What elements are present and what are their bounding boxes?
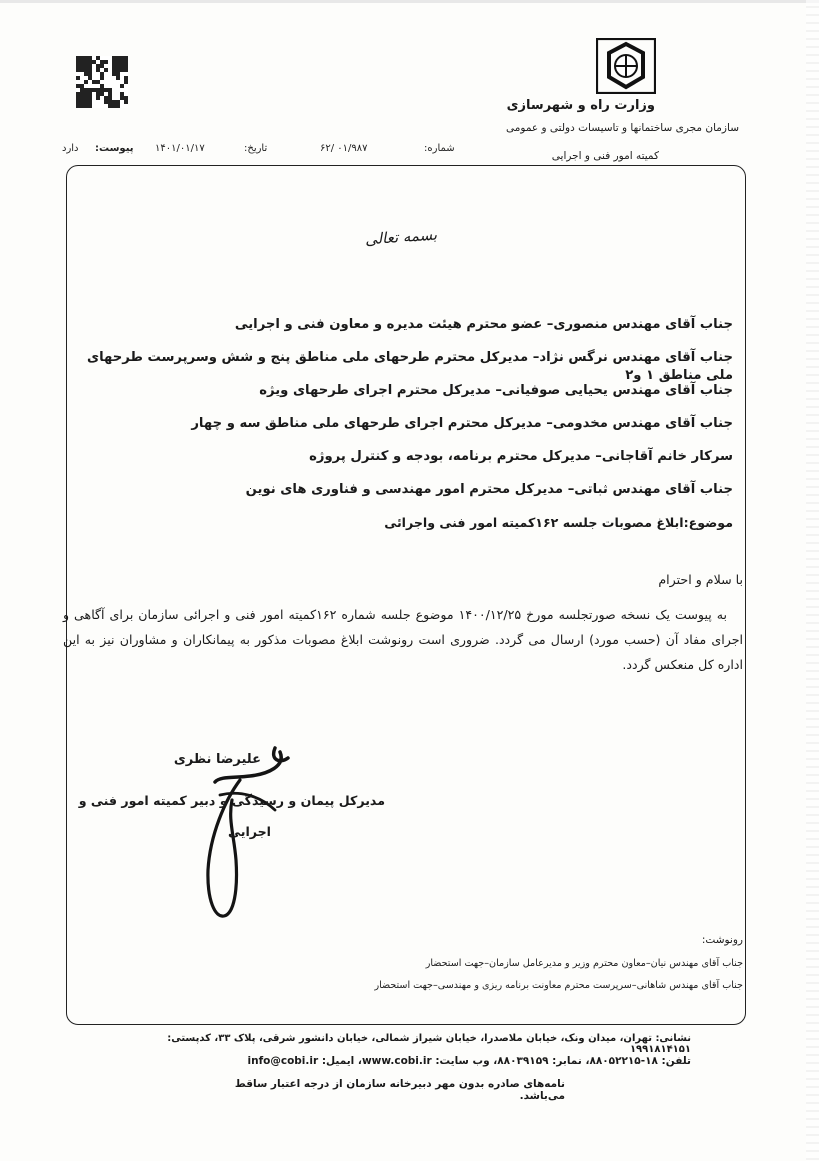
subject-line: موضوع:ابلاغ مصوبات جلسه ۱۶۲کمیته امور فنی واجرائی [384, 515, 733, 530]
attachment-label: پیوست: [95, 143, 134, 154]
organization-name: سازمان مجری ساختمانها و تاسیسات دولتی و عمومی [506, 122, 739, 134]
committee-name: کمیته امور فنی و اجرایی [551, 150, 659, 162]
addressee-2: جناب آقای مهندس نرگس نژاد– مدیرکل محترم طرحهای ملی مناطق پنج و شش وسرپرست طرحهای ملی مناطق ۱ و۲ [87, 350, 733, 383]
number-label: شماره: [424, 143, 455, 154]
date-label: تاریخ: [244, 143, 268, 154]
ministry-logo-icon [596, 38, 656, 94]
signer-title-line1: مدیرکل پیمان و رسیدگی و دبیر کمیته امور فنی و [78, 793, 385, 808]
signer-name: علیرضا نظری [173, 752, 261, 767]
greeting: با سلام و احترام [658, 572, 743, 587]
ministry-name: وزارت راه و شهرسازی [506, 98, 655, 113]
qr-code [76, 56, 128, 108]
cc-item-1: جناب آقای مهندس نیان–معاون محترم وزیر و مدیرعامل سازمان–جهت استحضار [425, 958, 743, 969]
attachment-value: دارد [62, 143, 79, 154]
addressee-6: جناب آقای مهندس ثباتی– مدیرکل محترم امور مهندسی و فناوری های نوین [245, 482, 733, 497]
body-paragraph: به پیوست یک نسخه صورتجلسه مورخ ۱۴۰۰/۱۲/۲۵ موضوع جلسه شماره ۱۶۲کمیته امور فنی و اجرائی سازمان برای آگاهی و اجرای مفاد آن (حسب مورد) ارسال می گردد. ضروری است رونوشت ابلاغ مصوبات مذکور به پیمانکاران و مشاوران نیز به این اداره کل منعکس گردد. [63, 607, 743, 672]
addressee-3: جناب آقای مهندس یحیایی صوفیانی– مدیرکل محترم اجرای طرحهای ویژه [259, 383, 733, 398]
footer-address: نشانی: تهران، میدان ونک، خیابان ملاصدرا، خیابان شیراز شمالی، خیابان دانشور شرقی، پلاک ۳۳، کدپستی: ۱۹۹۱۸۱۴۱۵۱ [167, 1033, 691, 1055]
scan-right-edge [806, 0, 819, 1161]
footer-contact: تلفن: ۱۸-۸۸۰۵۲۲۱۵، نمابر: ۸۸۰۳۹۱۵۹، وب سایت: www.cobi.ir، ایمیل: info@cobi.ir [247, 1055, 691, 1067]
scan-top-edge [0, 0, 819, 3]
cc-item-2: جناب آقای مهندس شاهانی–سرپرست محترم معاونت برنامه ریزی و مهندسی–جهت استحضار [374, 980, 743, 991]
number-value: ۶۲/ ۰۱/۹۸۷ [320, 143, 368, 154]
bismillah: بسمه تعالی [364, 225, 438, 249]
addressee-5: سرکار خانم آقاجانی– مدیرکل محترم برنامه، بودجه و کنترل پروژه [309, 449, 733, 464]
date-value: ۱۴۰۱/۰۱/۱۷ [155, 143, 205, 154]
letter-frame [66, 165, 746, 1025]
signer-title-line2: اجرایی [227, 824, 271, 839]
cc-heading: رونوشت: [701, 934, 743, 946]
footer-notice: نامه‌های صادره بدون مهر دبیرخانه سازمان از درجه اعتبار ساقط می‌باشد. [234, 1078, 565, 1102]
addressee-4: جناب آقای مهندس مخدومی– مدیرکل محترم اجرای طرحهای ملی مناطق سه و چهار [191, 416, 733, 431]
addressee-1: جناب آقای مهندس منصوری– عضو محترم هیئت مدیره و معاون فنی و اجرایی [234, 317, 733, 332]
